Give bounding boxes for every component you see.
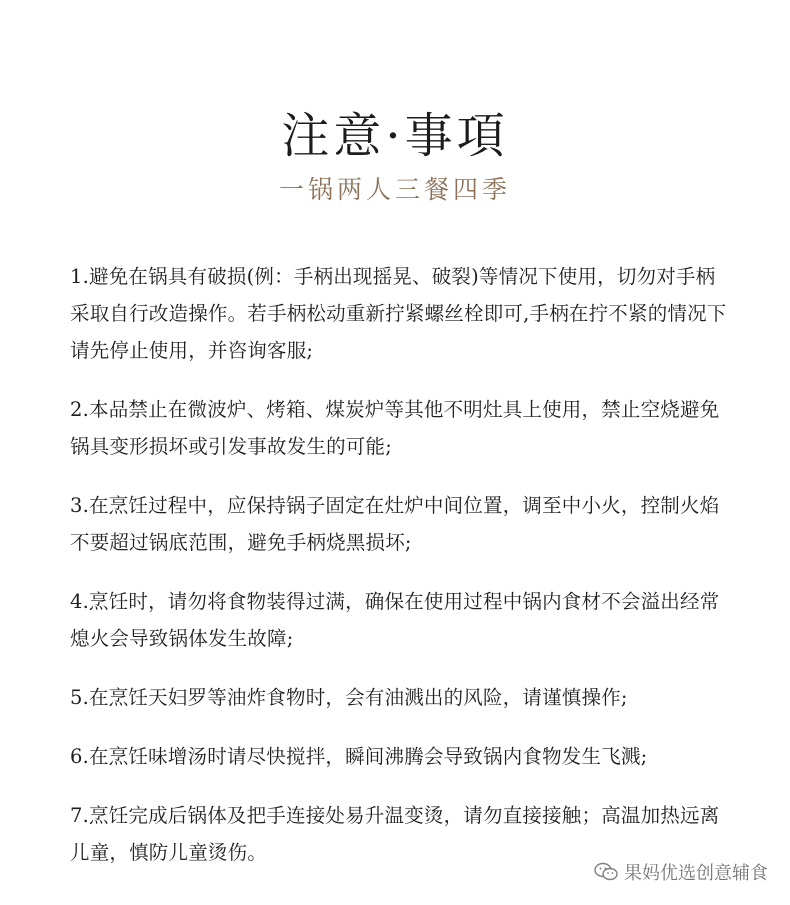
notice-list [70,258,730,893]
notice-item-2: 2.本品禁止在微波炉、烤箱、煤炭炉等其他不明灶具上使用，禁止空烧避免锅具变形损坏或引发事故发生的可能; [70,398,720,458]
wechat-icon [594,862,618,882]
watermark [594,859,768,885]
notice-item-7: 7.烹饪完成后锅体及把手连接处易升温变烫，请勿直接接触；高温加热远离儿童，慎防儿童烫伤。 [70,804,720,864]
notice-item-3: 3.在烹饪过程中，应保持锅子固定在灶炉中间位置，调至中小火，控制火焰不要超过锅底范围，避免手柄烧黑损坏; [70,494,720,554]
notice-item-5: 5.在烹饪天妇罗等油炸食物时，会有油溅出的风险，请谨慎操作; [70,686,628,709]
subtitle: 一锅两人三餐四季 [278,175,511,204]
notice-item-1: 1.避免在锅具有破损(例：手柄出现摇晃、破裂)等情况下使用，切勿对手柄采取自行改造操作。若手柄松动重新拧紧螺丝栓即可,手柄在拧不紧的情况下请先停止使用，并咨询客服; [70,265,727,362]
notice-item-6: 6.在烹饪味增汤时请尽快搅拌，瞬间沸腾会导致锅内食物发生飞溅; [70,745,648,768]
page-title: 注意·事項 [281,108,509,164]
watermark-text: 果妈优选创意辅食 [624,863,768,884]
notice-item-4: 4.烹饪时，请勿将食物装得过满，确保在使用过程中锅内食材不会溢出经常熄火会导致锅体发生故障; [70,590,720,650]
